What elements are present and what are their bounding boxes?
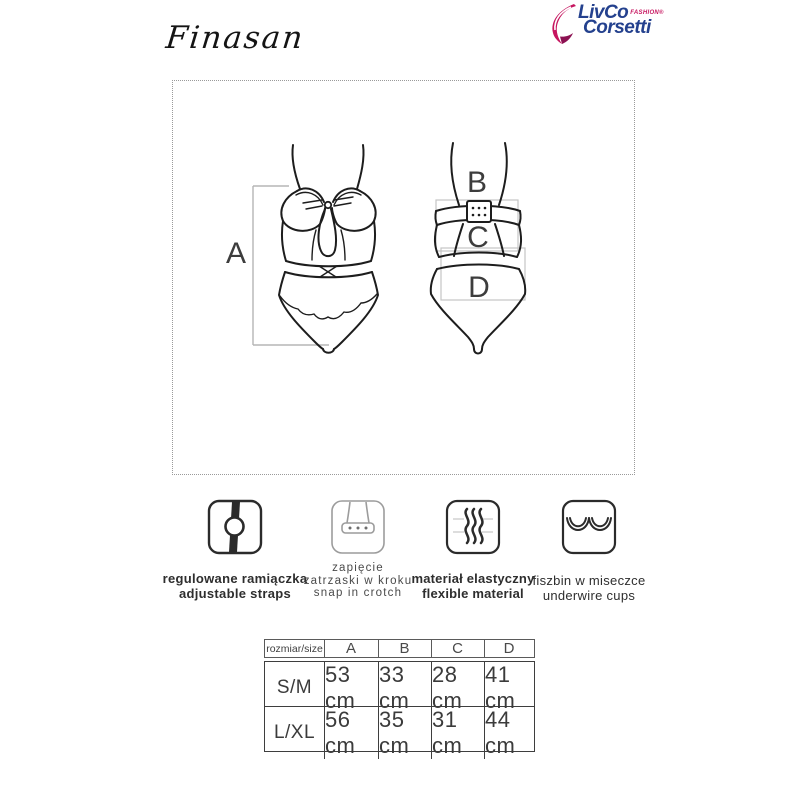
cell-b: 33 cm bbox=[378, 662, 431, 714]
measure-label-a: A bbox=[225, 237, 247, 270]
bodysuit-technical-drawing bbox=[173, 81, 634, 474]
feature-caption: materiał elastyczny flexible material bbox=[411, 571, 535, 601]
header-cell-c: C bbox=[431, 640, 484, 657]
size-table-header bbox=[264, 639, 535, 658]
flexible-material-icon bbox=[444, 498, 502, 556]
feature-underwire-cups bbox=[504, 498, 674, 603]
feature-caption: fiszbin w miseczce underwire cups bbox=[532, 573, 646, 603]
cell-c: 31 cm bbox=[431, 707, 484, 759]
underwire-cups-icon bbox=[560, 498, 618, 556]
header-cell-size: rozmiar/size bbox=[266, 642, 323, 655]
cell-size: S/M bbox=[276, 677, 313, 698]
header-cell-a: A bbox=[324, 640, 378, 657]
measure-label-d: D bbox=[468, 271, 490, 304]
brand-logo bbox=[547, 3, 664, 46]
product-name: Finasan bbox=[164, 20, 307, 56]
brand-swirl-icon bbox=[547, 3, 577, 46]
cell-d: 41 cm bbox=[484, 662, 534, 714]
measurement-diagram bbox=[172, 80, 635, 475]
front-view-drawing bbox=[279, 145, 378, 353]
table-row bbox=[265, 706, 534, 758]
measure-label-b: B bbox=[466, 166, 488, 199]
header-cell-d: D bbox=[484, 640, 534, 657]
size-table-body bbox=[264, 661, 535, 758]
brand-wordmark bbox=[578, 3, 664, 37]
cell-a: 56 cm bbox=[324, 707, 378, 759]
cell-b: 35 cm bbox=[378, 707, 431, 759]
table-row bbox=[265, 662, 534, 713]
measure-label-c: C bbox=[467, 221, 489, 254]
header-cell-b: B bbox=[378, 640, 431, 657]
brand-fashion: FASHION® bbox=[630, 10, 664, 16]
cell-d: 44 cm bbox=[484, 707, 534, 759]
cell-size: L/XL bbox=[273, 722, 316, 743]
snap-crotch-icon bbox=[329, 498, 387, 556]
feature-caption: regulowane ramiączka adjustable straps bbox=[162, 571, 308, 601]
brand-corsetti: Corsetti bbox=[583, 17, 651, 38]
size-table bbox=[264, 639, 535, 758]
adjustable-straps-icon bbox=[206, 498, 264, 556]
cell-a: 53 cm bbox=[324, 662, 378, 714]
cell-c: 28 cm bbox=[431, 662, 484, 714]
feature-caption: zapięcie zatrzaski w kroku snap in crotch bbox=[303, 562, 413, 599]
brand-livco: LivCo bbox=[578, 2, 629, 23]
